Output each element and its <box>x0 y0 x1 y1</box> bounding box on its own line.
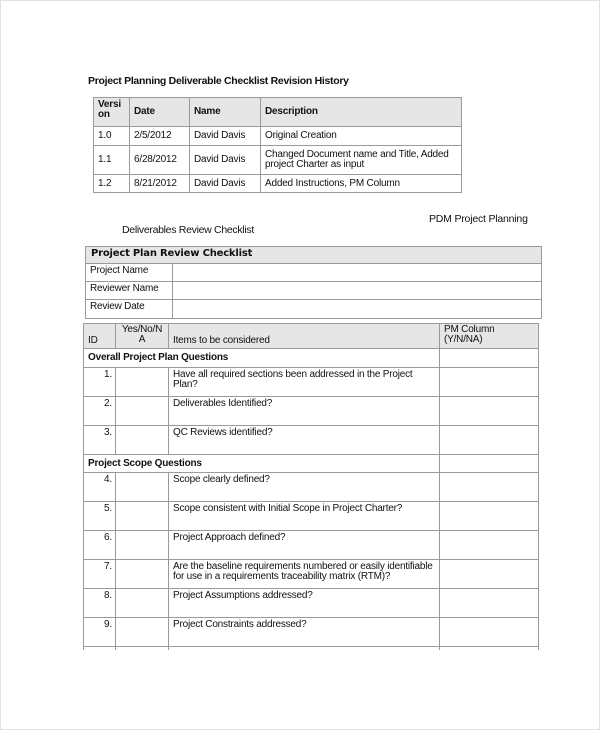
checklist-row <box>84 368 539 397</box>
checklist-row <box>84 560 539 589</box>
pm-cell[interactable] <box>440 531 539 560</box>
header-items: Items to be considered <box>169 324 440 349</box>
section-title: Overall Project Plan Questions <box>84 349 440 368</box>
item-id: 9. <box>84 618 116 647</box>
cell-date: 8/21/2012 <box>130 175 190 193</box>
section-row <box>84 349 539 368</box>
revision-row <box>94 146 462 175</box>
cell-version: 1.0 <box>94 127 130 146</box>
checklist-row <box>84 426 539 455</box>
review-field-row <box>86 264 542 282</box>
item-id: 3. <box>84 426 116 455</box>
pm-cell[interactable] <box>440 502 539 531</box>
yes-no-na-cell[interactable] <box>116 426 169 455</box>
item-text: QC Reviews identified? <box>169 426 440 455</box>
section-title: Project Scope Questions <box>84 455 440 473</box>
cell-name: David Davis <box>190 146 261 175</box>
revision-header-row <box>94 98 462 127</box>
cell-date: 2/5/2012 <box>130 127 190 146</box>
yes-no-na-cell[interactable] <box>116 502 169 531</box>
item-id: 2. <box>84 397 116 426</box>
yes-no-na-cell[interactable] <box>116 531 169 560</box>
checklist-row <box>84 502 539 531</box>
field-label-project-name: Project Name <box>86 264 173 282</box>
project-name-field[interactable] <box>173 264 542 282</box>
header-id: ID <box>84 324 116 349</box>
revision-history-title: Project Planning Deliverable Checklist Revision History <box>88 75 349 87</box>
item-text: Project Constraints addressed? <box>169 618 440 647</box>
pm-cell[interactable] <box>440 426 539 455</box>
pm-cell[interactable] <box>440 349 539 368</box>
pm-cell[interactable] <box>440 618 539 647</box>
item-id: 5. <box>84 502 116 531</box>
header-yes-no-na: Yes/No/N A <box>116 324 169 349</box>
item-text: Are the baseline requirements numbered or easily identifiable for use in a requirements traceability matrix (RTM)? <box>169 560 440 589</box>
review-checklist-title: Project Plan Review Checklist <box>86 247 542 264</box>
header-date: Date <box>130 98 190 127</box>
cell-version: 1.2 <box>94 175 130 193</box>
checklist-header-row <box>84 324 539 349</box>
checklist-row-partial <box>84 647 539 650</box>
checklist-row <box>84 589 539 618</box>
reviewer-name-field[interactable] <box>173 282 542 300</box>
yes-no-na-cell[interactable] <box>116 618 169 647</box>
header-version: Versi on <box>94 98 130 127</box>
cell-version: 1.1 <box>94 146 130 175</box>
checklist-row <box>84 473 539 502</box>
yes-no-na-cell[interactable] <box>116 473 169 502</box>
cell-description: Changed Document name and Title, Added project Charter as input <box>261 146 462 175</box>
checklist-row <box>84 618 539 647</box>
item-id: 4. <box>84 473 116 502</box>
pm-cell[interactable] <box>440 560 539 589</box>
pm-cell[interactable] <box>440 455 539 473</box>
yes-no-na-cell[interactable] <box>116 397 169 426</box>
item-id: 7. <box>84 560 116 589</box>
pm-cell[interactable] <box>440 397 539 426</box>
review-date-field[interactable] <box>173 300 542 319</box>
revision-history-table <box>93 97 462 193</box>
item-text: Scope consistent with Initial Scope in Project Charter? <box>169 502 440 531</box>
header-description: Description <box>261 98 462 127</box>
checklist-row <box>84 531 539 560</box>
item-id: 8. <box>84 589 116 618</box>
review-info-table <box>85 246 542 319</box>
pm-cell[interactable] <box>440 473 539 502</box>
review-field-row <box>86 282 542 300</box>
pm-cell[interactable] <box>440 368 539 397</box>
checklist-table <box>83 323 539 650</box>
item-id: 1. <box>84 368 116 397</box>
checklist-row <box>84 397 539 426</box>
field-label-review-date: Review Date <box>86 300 173 319</box>
cell-name: David Davis <box>190 175 261 193</box>
section-row <box>84 455 539 473</box>
cell-description: Original Creation <box>261 127 462 146</box>
yes-no-na-cell[interactable] <box>116 368 169 397</box>
header-pm-column: PM Column (Y/N/NA) <box>440 324 539 349</box>
review-field-row <box>86 300 542 319</box>
cell-name: David Davis <box>190 127 261 146</box>
item-text: Project Assumptions addressed? <box>169 589 440 618</box>
revision-row <box>94 127 462 146</box>
header-left-text: Deliverables Review Checklist <box>122 224 254 236</box>
header-name: Name <box>190 98 261 127</box>
item-text: Deliverables Identified? <box>169 397 440 426</box>
revision-row <box>94 175 462 193</box>
yes-no-na-cell[interactable] <box>116 589 169 618</box>
item-text: Scope clearly defined? <box>169 473 440 502</box>
cell-description: Added Instructions, PM Column <box>261 175 462 193</box>
item-text: Project Approach defined? <box>169 531 440 560</box>
field-label-reviewer-name: Reviewer Name <box>86 282 173 300</box>
yes-no-na-cell[interactable] <box>116 560 169 589</box>
pm-cell[interactable] <box>440 589 539 618</box>
cell-date: 6/28/2012 <box>130 146 190 175</box>
item-text: Have all required sections been addressed in the Project Plan? <box>169 368 440 397</box>
item-id: 6. <box>84 531 116 560</box>
header-right-text: PDM Project Planning <box>429 213 528 225</box>
